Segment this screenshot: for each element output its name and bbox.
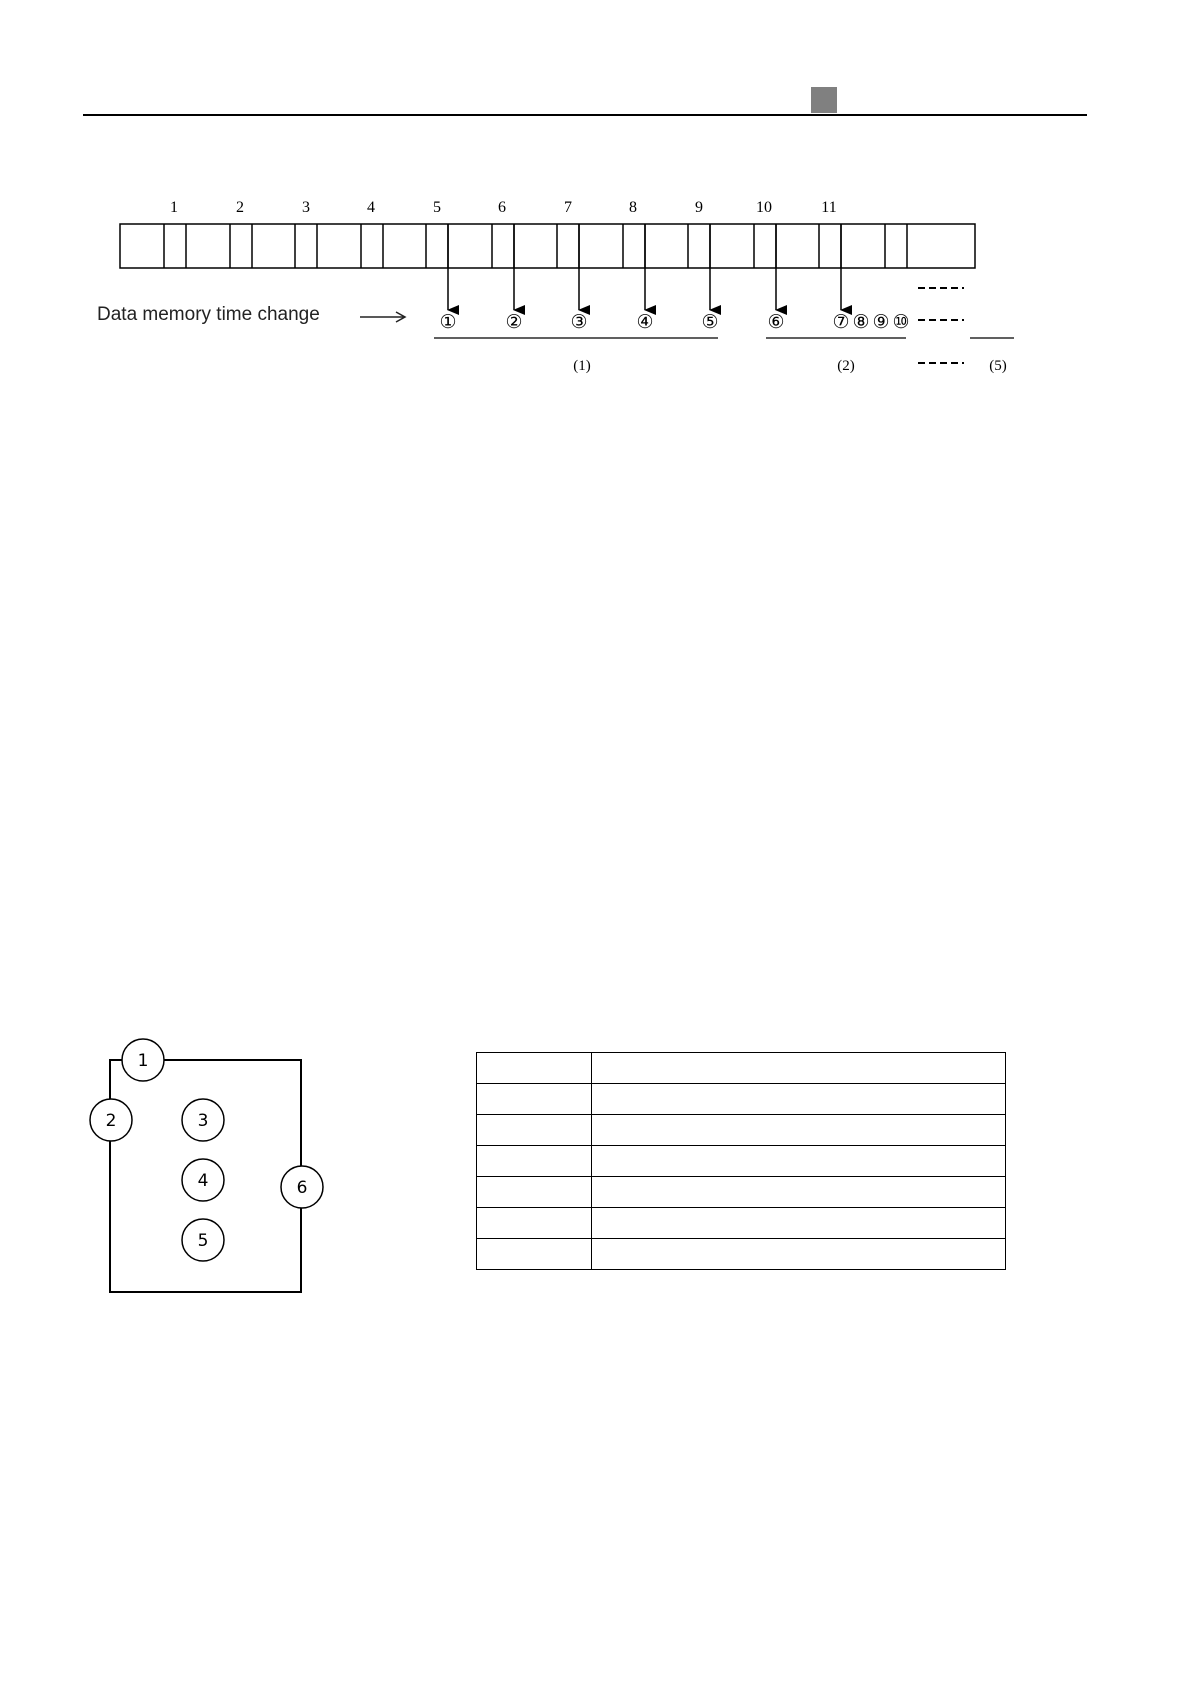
marker-circled: ⑤ (701, 311, 719, 333)
marker-circled: ③ (570, 311, 588, 333)
marker-circled: ⑧ (852, 311, 870, 333)
pin-number: 2 (105, 1111, 117, 1131)
timeline-caption: Data memory time change (97, 304, 320, 325)
cell-number: 11 (821, 199, 837, 216)
cell-number: 3 (302, 199, 310, 216)
table-cell (477, 1239, 592, 1270)
cell-number: 1 (170, 199, 178, 216)
cell-number: 2 (236, 199, 244, 216)
pin-number: 5 (197, 1231, 209, 1251)
group-label: (1) (573, 358, 591, 374)
marker-circled: ① (439, 311, 457, 333)
continuation-dashes (918, 288, 964, 363)
cell-number: 8 (629, 199, 637, 216)
pin-assignment-table (476, 1052, 1006, 1270)
table-row (477, 1115, 1006, 1146)
group-label: (2) (837, 358, 855, 374)
table-row (477, 1208, 1006, 1239)
cell-number: 9 (695, 199, 703, 216)
marker-circled: ② (505, 311, 523, 333)
table-cell (477, 1053, 592, 1084)
table-row (477, 1146, 1006, 1177)
memory-timeline-figure (0, 190, 1191, 390)
table-cell (592, 1208, 1006, 1239)
table-cell (592, 1146, 1006, 1177)
table-row (477, 1084, 1006, 1115)
table-cell (592, 1239, 1006, 1270)
marker-circled: ⑥ (767, 311, 785, 333)
caption-arrow (360, 312, 405, 322)
header-rule (83, 114, 1087, 116)
pin-number: 3 (197, 1111, 209, 1131)
marker-circled: ⑨ (872, 311, 890, 333)
group-label: (5) (989, 358, 1007, 374)
cell-number: 5 (433, 199, 441, 216)
table-cell (477, 1115, 592, 1146)
cell-number: 10 (756, 199, 772, 216)
table-cell (477, 1208, 592, 1239)
table-row (477, 1177, 1006, 1208)
cell-number: 7 (564, 199, 572, 216)
cell-number: 4 (367, 199, 375, 216)
pin-number: 6 (296, 1178, 308, 1198)
table-cell (592, 1084, 1006, 1115)
table-cell (477, 1146, 592, 1177)
table-row (477, 1239, 1006, 1270)
table-cell (592, 1053, 1006, 1084)
table-row (477, 1053, 1006, 1084)
table-cell (477, 1084, 592, 1115)
table-cell (477, 1177, 592, 1208)
marker-circled: ④ (636, 311, 654, 333)
pin-number: 1 (137, 1051, 149, 1071)
table-cell (592, 1177, 1006, 1208)
pin-number: 4 (197, 1171, 209, 1191)
marker-circled: ⑩ (892, 311, 910, 333)
connector-pinout-diagram (0, 1030, 420, 1310)
memory-strip (120, 224, 975, 268)
header-marker (811, 87, 837, 113)
cell-number: 6 (498, 199, 506, 216)
marker-circled: ⑦ (832, 311, 850, 333)
table-cell (592, 1115, 1006, 1146)
